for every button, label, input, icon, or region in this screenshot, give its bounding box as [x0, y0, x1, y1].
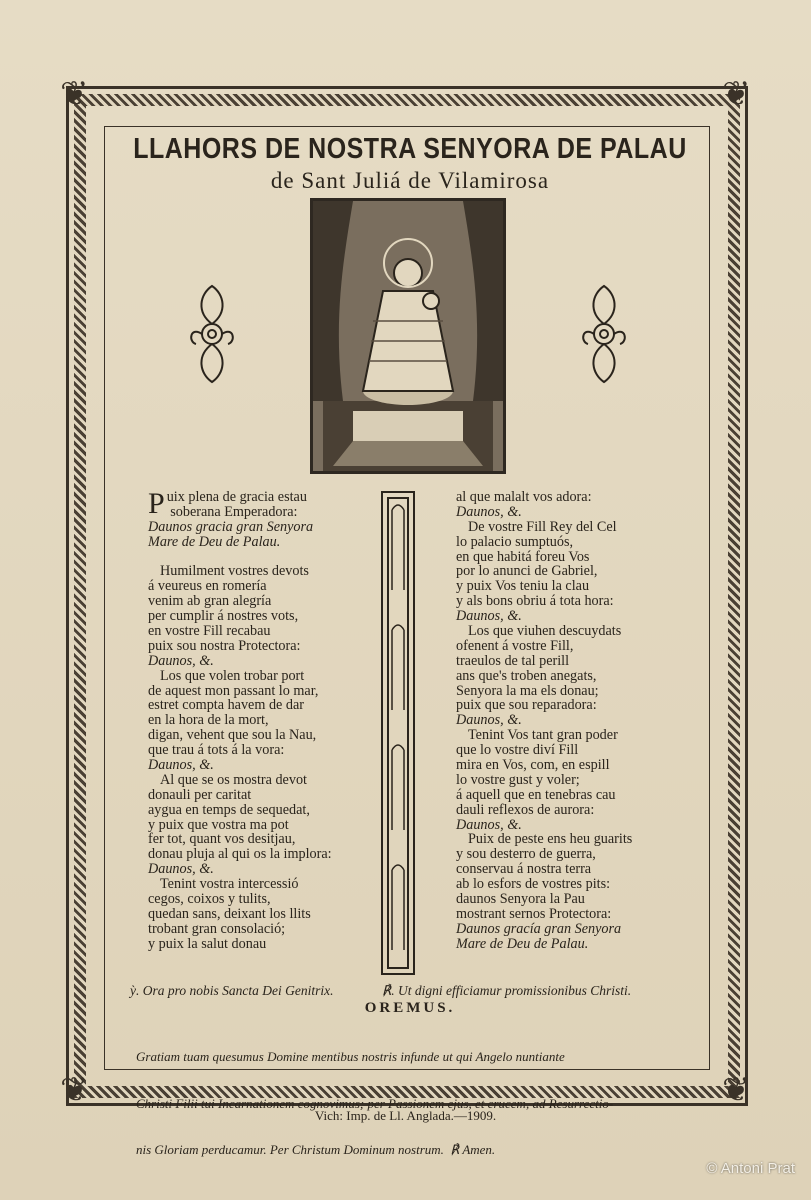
verse-line: Daunos, &. — [456, 608, 522, 625]
verse-line: Tenint Vos tant gran poder — [468, 727, 618, 744]
prayer-line: nis Gloriam perducamur. Per Christum Dominum nostrum. ℟ Amen. — [136, 1142, 496, 1157]
verse-line: Al que se os mostra devot — [160, 771, 307, 788]
verse-line: puix sou nostra Protectora: — [148, 637, 301, 654]
verse-line: puix que sou reparadora: — [456, 697, 597, 714]
column-divider-ornament — [380, 490, 416, 976]
corner-flourish-icon: ❦ — [60, 76, 89, 113]
verse-line: Daunos gracia gran Senyora — [148, 518, 314, 535]
verse-line: que lo vostre diví Fill — [456, 742, 579, 759]
verse-line: Daunos, &. — [148, 861, 214, 878]
verse-line: que trau á tots á la vora: — [148, 742, 285, 759]
verse-line: y sou desterro de guerra, — [456, 846, 596, 863]
prayer-line: Gratiam tuam quesumus Domine mentibus nostris infunde ut qui Angelo nuntiante — [136, 1049, 565, 1064]
verse-line: dauli reflexos de aurora: — [456, 801, 595, 818]
verse-line: al que malalt vos adora: — [456, 489, 592, 505]
verse-line: venim ab gran alegría — [148, 593, 272, 610]
verse-line: Daunos gracía gran Senyora — [456, 920, 622, 937]
verse-line: per cumplir á nostres vots, — [148, 608, 299, 625]
prayer-line: Christi Filii tui Incarnationem cognovimus; per Passionem ejus, et crucem, ad Resurrectio- — [136, 1095, 614, 1111]
verse-line: por lo anunci de Gabriel, — [456, 563, 598, 580]
printer-imprint: Vich: Imp. de Ll. Anglada.—1909. — [314, 1108, 497, 1123]
verse-line: en la hora de la mort, — [148, 712, 269, 729]
verse-line: De vostre Fill Rey del Cel — [468, 518, 617, 535]
oremus-heading: OREMUS. — [364, 1000, 456, 1016]
verse-line: Los que viuhen descuydats — [468, 623, 622, 640]
verse-line: lo vostre gust y voler; — [456, 771, 580, 788]
verse-line: cegos, coixos y tulits, — [148, 891, 271, 908]
verse-line: Los que volen trobar port — [160, 667, 305, 684]
verse-line: y puix la salut donau — [148, 935, 267, 952]
page-title: LLAHORS DE NOSTRA SENYORA DE PALAU — [133, 132, 687, 166]
verse-line: Senyora la ma els donau; — [456, 682, 599, 699]
verse-line: y puix Vos teniu la clau — [456, 578, 590, 595]
virgin-and-child-engraving-icon — [313, 201, 503, 471]
prayer-text — [136, 1018, 716, 1189]
verse-line: y als bons obriu á tota hora: — [456, 593, 614, 610]
verse-line: á aquell que en tenebras cau — [456, 786, 616, 803]
verse-line: Daunos, &. — [148, 757, 214, 774]
verse-line: donauli per caritat — [148, 786, 252, 803]
verse-line: Daunos, &. — [456, 816, 522, 833]
verse-line: ab lo esfors de vostres pits: — [456, 876, 611, 893]
verse-line: ans que's troben anegats, — [456, 667, 597, 684]
left-scroll-ornament-icon — [186, 282, 238, 386]
corner-flourish-icon: ❦ — [722, 76, 751, 113]
verse-line: conservau á nostra terra — [456, 861, 592, 878]
verse-line: Puix de peste ens heu guarits — [468, 831, 633, 848]
verse-line: daunos Senyora la Pau — [456, 891, 585, 908]
verse-line: aygua en temps de sequedat, — [148, 801, 310, 818]
verse-line: mira en Vos, com, en espill — [456, 757, 610, 774]
copyright-watermark: © Antoni Prat — [706, 1160, 795, 1177]
verse-line: Daunos, &. — [148, 652, 214, 669]
verse-line: Humilment vostres devots — [160, 563, 309, 580]
verse-line: lo palacio sumptuós, — [456, 533, 574, 550]
verse-line: donau pluja al qui os la implora: — [148, 846, 332, 863]
corner-flourish-icon: ❦ — [722, 1072, 751, 1109]
right-verse-column — [456, 490, 696, 952]
verse-line: trobant gran consolació; — [148, 920, 286, 937]
verse-line: mostrant sernos Protectora: — [456, 905, 612, 922]
drop-cap: P — [148, 487, 165, 520]
verse-line: en vostre Fill recabau — [148, 623, 271, 640]
verse-line: y puix que vostra ma pot — [148, 816, 289, 833]
verse-line: Daunos, &. — [456, 712, 522, 729]
verse-line: á veureus en romería — [148, 578, 267, 595]
left-verse-column — [148, 487, 378, 952]
verse-text: uix plena de gracia estau — [166, 489, 307, 505]
response: ℟. Ut digni efficiamur promissionibus Christi. — [382, 983, 632, 998]
verse-line: ofenent á vostre Fill, — [456, 637, 574, 654]
verse-line: quedan sans, deixant los llits — [148, 905, 311, 922]
verse-line: Daunos, &. — [456, 503, 522, 520]
verse-line: Mare de Deu de Palau. — [456, 935, 589, 952]
corner-flourish-icon: ❦ — [60, 1072, 89, 1109]
right-scroll-ornament-icon — [578, 282, 630, 386]
verse-line: estret compta havem de dar — [148, 697, 304, 714]
verse-line: soberana Emperadora: — [166, 503, 298, 520]
verse-line: fer tot, quant vos desitjau, — [148, 831, 296, 848]
page-subtitle: de Sant Juliá de Vilamirosa — [270, 168, 550, 193]
verse-line: Mare de Deu de Palau. — [148, 533, 281, 550]
verse-line: traeulos de tal perill — [456, 652, 570, 669]
verse-line — [148, 550, 378, 565]
verse-line: de aquest mon passant lo mar, — [148, 682, 319, 699]
versicle: ỳ. Ora pro nobis Sancta Dei Genitrix. — [130, 983, 334, 998]
virgin-and-child-engraving — [310, 198, 506, 474]
verse-line: digan, vehent que sou la Nau, — [148, 727, 317, 744]
verse-line: Tenint vostra intercessió — [160, 876, 299, 893]
verse-line: en que habitá foreu Vos — [456, 548, 590, 565]
